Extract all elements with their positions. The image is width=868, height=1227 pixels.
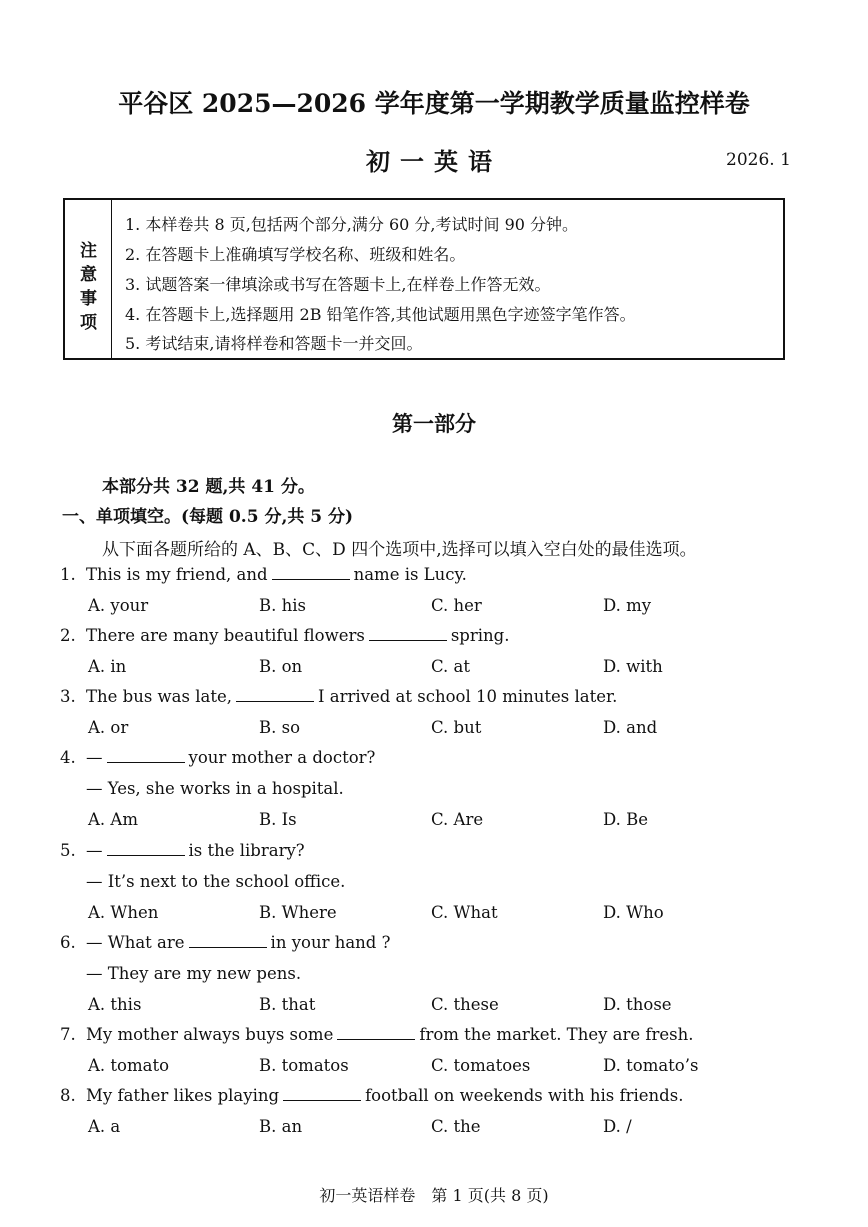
- section-heading: 一、单项填空。(每题 0.5 分,共 5 分): [62, 507, 354, 527]
- answer-option: C. What: [431, 903, 498, 922]
- notice-label: [65, 200, 112, 358]
- page-footer: 初一英语样卷 第 1 页(共 8 页): [319, 1186, 549, 1205]
- exam-date: 2026. 1: [726, 150, 791, 170]
- question-text-before: —: [86, 748, 103, 767]
- question-stem: [60, 933, 390, 952]
- question-text-before: The bus was late,: [86, 687, 232, 706]
- question-text-before: This is my friend, and: [86, 565, 268, 584]
- question-stem: [60, 565, 467, 584]
- question-text-after: spring.: [450, 626, 510, 645]
- answer-option: A. Am: [88, 810, 138, 829]
- answer-option: B. that: [259, 995, 316, 1014]
- notice-item: 5. 考试结束,请将样卷和答题卡一并交回。: [125, 334, 423, 353]
- question-number: 7.: [60, 1025, 76, 1044]
- answer-option: A. When: [88, 903, 159, 922]
- question-stem: [60, 626, 509, 645]
- answer-option: C. tomatoes: [431, 1056, 531, 1075]
- answer-option: A. tomato: [88, 1056, 170, 1075]
- answer-blank: [189, 933, 267, 948]
- answer-blank: [107, 841, 185, 856]
- question-text-after: from the market. They are fresh.: [419, 1025, 694, 1044]
- question-text-before: — What are: [86, 933, 185, 952]
- section-instructions: 从下面各题所给的 A、B、C、D 四个选项中,选择可以填入空白处的最佳选项。: [102, 540, 697, 560]
- part-title: 第一部分: [392, 411, 476, 436]
- question-text-after: I arrived at school 10 minutes later.: [317, 687, 618, 706]
- answer-blank: [337, 1025, 415, 1040]
- answer-option: A. in: [88, 657, 127, 676]
- answer-option: D. Be: [603, 810, 649, 829]
- question-text-before: —: [86, 841, 103, 860]
- answer-option: D. with: [603, 657, 663, 676]
- answer-option: D. my: [603, 596, 652, 615]
- answer-option: B. so: [259, 718, 301, 737]
- notice-label-char: 注: [80, 241, 97, 261]
- question-text-after: name is Lucy.: [353, 565, 467, 584]
- question-reply: — It’s next to the school office.: [86, 872, 346, 891]
- answer-option: B. his: [259, 596, 306, 615]
- answer-option: D. those: [603, 995, 672, 1014]
- answer-blank: [283, 1086, 361, 1101]
- answer-option: A. or: [88, 718, 129, 737]
- question-reply: — They are my new pens.: [86, 964, 302, 983]
- part-intro: 本部分共 32 题,共 41 分。: [102, 477, 315, 497]
- question-text-before: There are many beautiful flowers: [86, 626, 365, 645]
- answer-option: B. on: [259, 657, 303, 676]
- answer-blank: [236, 687, 314, 702]
- question-number: 8.: [60, 1086, 76, 1105]
- question-text-before: My father likes playing: [86, 1086, 280, 1105]
- question-number: 3.: [60, 687, 76, 706]
- question-stem: [60, 841, 305, 860]
- question-reply: — Yes, she works in a hospital.: [86, 779, 344, 798]
- question-number: 2.: [60, 626, 76, 645]
- question-text-before: My mother always buys some: [86, 1025, 334, 1044]
- answer-option: C. at: [431, 657, 470, 676]
- question-number: 4.: [60, 748, 76, 767]
- answer-option: C. the: [431, 1117, 481, 1136]
- question-text-after: in your hand ?: [270, 933, 391, 952]
- answer-option: B. Is: [259, 810, 297, 829]
- answer-blank: [107, 748, 185, 763]
- exam-title: 平谷区 2025—2026 学年度第一学期教学质量监控样卷: [118, 89, 750, 118]
- answer-option: D. Who: [603, 903, 664, 922]
- answer-option: C. these: [431, 995, 499, 1014]
- notice-item: 2. 在答题卡上准确填写学校名称、班级和姓名。: [125, 245, 466, 264]
- notice-label-char: 项: [80, 313, 97, 333]
- answer-blank: [272, 565, 350, 580]
- notice-box: [63, 198, 785, 360]
- notice-item: 3. 试题答案一律填涂或书写在答题卡上,在样卷上作答无效。: [125, 275, 551, 294]
- answer-option: D. /: [603, 1117, 632, 1136]
- notice-label-char: 事: [80, 289, 97, 309]
- answer-option: C. her: [431, 596, 482, 615]
- notice-item: 4. 在答题卡上,选择题用 2B 铅笔作答,其他试题用黑色字迹签字笔作答。: [125, 305, 636, 324]
- question-stem: [60, 748, 375, 767]
- exam-subtitle: 初一英语: [366, 147, 502, 176]
- notice-item: 1. 本样卷共 8 页,包括两个部分,满分 60 分,考试时间 90 分钟。: [125, 215, 579, 234]
- notice-label-char: 意: [80, 265, 97, 285]
- question-text-after: is the library?: [188, 841, 305, 860]
- answer-option: D. tomato’s: [603, 1056, 699, 1075]
- question-stem: [60, 687, 617, 706]
- question-number: 1.: [60, 565, 76, 584]
- answer-option: B. an: [259, 1117, 303, 1136]
- question-text-after: football on weekends with his friends.: [365, 1086, 684, 1105]
- answer-option: B. Where: [259, 903, 337, 922]
- question-text-after: your mother a doctor?: [188, 748, 376, 767]
- answer-option: C. but: [431, 718, 482, 737]
- answer-option: D. and: [603, 718, 658, 737]
- answer-option: A. your: [88, 596, 149, 615]
- answer-option: B. tomatos: [259, 1056, 349, 1075]
- question-number: 5.: [60, 841, 76, 860]
- answer-option: C. Are: [431, 810, 484, 829]
- question-number: 6.: [60, 933, 76, 952]
- question-stem: [60, 1025, 693, 1044]
- answer-option: A. this: [88, 995, 142, 1014]
- question-stem: [60, 1086, 683, 1105]
- answer-option: A. a: [88, 1117, 121, 1136]
- answer-blank: [369, 626, 447, 641]
